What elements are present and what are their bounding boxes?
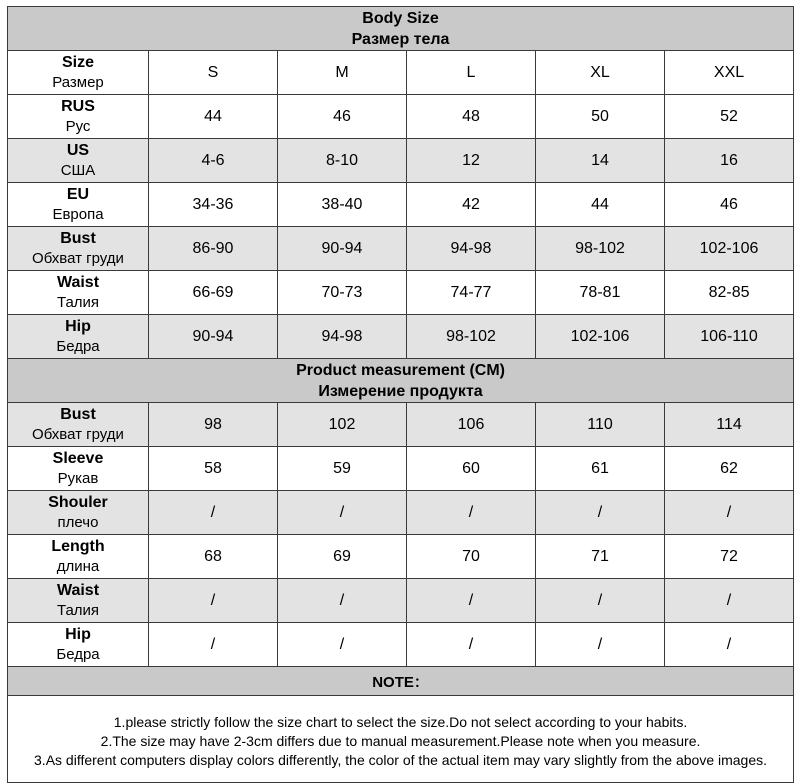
- row-label: [8, 491, 149, 535]
- note-title: NOTE：: [8, 667, 794, 696]
- row-label-ru: Талия: [56, 293, 100, 311]
- table-cell: 94-98: [278, 315, 407, 359]
- table-cell: 4-6: [149, 139, 278, 183]
- note-line: 1.please strictly follow the size chart to select the size.Do not select according to your habits.: [113, 713, 688, 730]
- table-cell: 71: [536, 535, 665, 579]
- table-cell: 16: [665, 139, 794, 183]
- row-label: [8, 183, 149, 227]
- table-cell: 110: [536, 403, 665, 447]
- table-cell: 66-69: [149, 271, 278, 315]
- row-label-ru: Рус: [65, 117, 91, 135]
- table-cell: /: [278, 491, 407, 535]
- row-label-en: RUS: [61, 97, 95, 115]
- table-cell: /: [407, 491, 536, 535]
- table-cell: 78-81: [536, 271, 665, 315]
- row-label-en: US: [66, 141, 90, 159]
- table-cell: 69: [278, 535, 407, 579]
- note-body-row: [8, 696, 794, 783]
- row-label: [8, 315, 149, 359]
- size-header-label-ru: Размер: [52, 73, 104, 91]
- table-row: [8, 315, 794, 359]
- row-label: [8, 95, 149, 139]
- row-label-ru: Талия: [56, 601, 100, 619]
- table-cell: 72: [665, 535, 794, 579]
- product-measurement-title-ru: Измерение продукта: [318, 382, 483, 400]
- table-row: [8, 623, 794, 667]
- table-cell: 12: [407, 139, 536, 183]
- row-label-en: Hip: [65, 625, 91, 643]
- table-cell: 68: [149, 535, 278, 579]
- row-label: [8, 139, 149, 183]
- table-cell: /: [665, 491, 794, 535]
- row-label-en: Waist: [56, 581, 100, 599]
- table-cell: 90-94: [278, 227, 407, 271]
- row-label-en: Bust: [60, 405, 96, 423]
- table-cell: /: [665, 579, 794, 623]
- table-cell: /: [665, 623, 794, 667]
- size-header-label: [8, 51, 149, 95]
- row-label-ru: США: [60, 161, 96, 179]
- table-cell: /: [536, 491, 665, 535]
- table-row: [8, 139, 794, 183]
- row-label-ru: плечо: [57, 513, 99, 531]
- row-label-en: Waist: [56, 273, 100, 291]
- table-cell: 46: [278, 95, 407, 139]
- size-table: [7, 6, 794, 783]
- table-cell: 44: [536, 183, 665, 227]
- row-label-ru: Европа: [52, 205, 104, 223]
- table-cell: 102: [278, 403, 407, 447]
- row-label: [8, 623, 149, 667]
- row-label-en: Shouler: [48, 493, 108, 511]
- table-cell: 86-90: [149, 227, 278, 271]
- product-measurement-title: [8, 359, 794, 403]
- table-cell: 70-73: [278, 271, 407, 315]
- body-size-rows: [8, 95, 794, 359]
- table-cell: 61: [536, 447, 665, 491]
- table-cell: /: [149, 491, 278, 535]
- row-label: [8, 535, 149, 579]
- table-row: [8, 95, 794, 139]
- row-label-en: Length: [51, 537, 105, 555]
- table-row: [8, 403, 794, 447]
- table-cell: 60: [407, 447, 536, 491]
- table-cell: /: [407, 623, 536, 667]
- size-header-label-en: Size: [61, 53, 94, 71]
- note-line: 2.The size may have 2-3cm differs due to manual measurement.Please note when you measure.: [100, 732, 701, 749]
- table-cell: 106: [407, 403, 536, 447]
- table-row: [8, 535, 794, 579]
- row-label-en: EU: [66, 185, 90, 203]
- table-cell: 52: [665, 95, 794, 139]
- table-cell: 70: [407, 535, 536, 579]
- table-cell: 48: [407, 95, 536, 139]
- table-row: [8, 447, 794, 491]
- table-cell: 114: [665, 403, 794, 447]
- table-cell: 58: [149, 447, 278, 491]
- table-cell: 44: [149, 95, 278, 139]
- row-label-ru: Обхват груди: [32, 425, 124, 443]
- product-measurement-title-en: Product measurement (CM): [296, 361, 505, 379]
- row-label: [8, 271, 149, 315]
- table-cell: 42: [407, 183, 536, 227]
- table-cell: 82-85: [665, 271, 794, 315]
- product-measurement-rows: [8, 403, 794, 667]
- row-label: [8, 227, 149, 271]
- table-cell: 74-77: [407, 271, 536, 315]
- table-cell: 90-94: [149, 315, 278, 359]
- table-cell: 38-40: [278, 183, 407, 227]
- size-col-header: L: [407, 51, 536, 95]
- table-cell: 102-106: [665, 227, 794, 271]
- size-col-header: XL: [536, 51, 665, 95]
- table-row: [8, 579, 794, 623]
- note-line: 3.As different computers display colors differently, the color of the actual item may vary slightly from the above images.: [34, 751, 768, 768]
- table-row: [8, 271, 794, 315]
- body-size-title: [8, 7, 794, 51]
- row-label: [8, 447, 149, 491]
- table-cell: 8-10: [278, 139, 407, 183]
- table-cell: 94-98: [407, 227, 536, 271]
- size-col-header: XXL: [665, 51, 794, 95]
- row-label-ru: Бедра: [56, 337, 100, 355]
- table-cell: 34-36: [149, 183, 278, 227]
- row-label: [8, 403, 149, 447]
- row-label-ru: Бедра: [56, 645, 100, 663]
- size-col-header: S: [149, 51, 278, 95]
- table-cell: 46: [665, 183, 794, 227]
- row-label-ru: длина: [56, 557, 100, 575]
- body-size-title-ru: Размер тела: [351, 30, 450, 48]
- table-cell: 14: [536, 139, 665, 183]
- table-cell: 98-102: [407, 315, 536, 359]
- table-cell: 98-102: [536, 227, 665, 271]
- table-cell: 50: [536, 95, 665, 139]
- size-col-header: M: [278, 51, 407, 95]
- row-label: [8, 579, 149, 623]
- table-cell: 59: [278, 447, 407, 491]
- row-label-en: Bust: [60, 229, 96, 247]
- table-cell: 102-106: [536, 315, 665, 359]
- row-label-ru: Обхват груди: [32, 249, 124, 267]
- row-label-en: Hip: [65, 317, 91, 335]
- table-cell: 98: [149, 403, 278, 447]
- table-cell: /: [278, 579, 407, 623]
- table-cell: /: [278, 623, 407, 667]
- product-measurement-title-row: [8, 359, 794, 403]
- table-cell: /: [407, 579, 536, 623]
- row-label-en: Sleeve: [52, 449, 104, 467]
- table-cell: /: [536, 623, 665, 667]
- table-cell: /: [149, 623, 278, 667]
- note-title-row: [8, 667, 794, 696]
- size-header-row: [8, 51, 794, 95]
- table-cell: 106-110: [665, 315, 794, 359]
- table-row: [8, 227, 794, 271]
- table-row: [8, 491, 794, 535]
- body-size-title-row: [8, 7, 794, 51]
- size-chart: [7, 6, 793, 783]
- table-row: [8, 183, 794, 227]
- table-cell: 62: [665, 447, 794, 491]
- table-cell: /: [149, 579, 278, 623]
- table-cell: /: [536, 579, 665, 623]
- body-size-title-en: Body Size: [362, 9, 439, 27]
- row-label-ru: Рукав: [57, 469, 99, 487]
- note-body: [8, 696, 794, 783]
